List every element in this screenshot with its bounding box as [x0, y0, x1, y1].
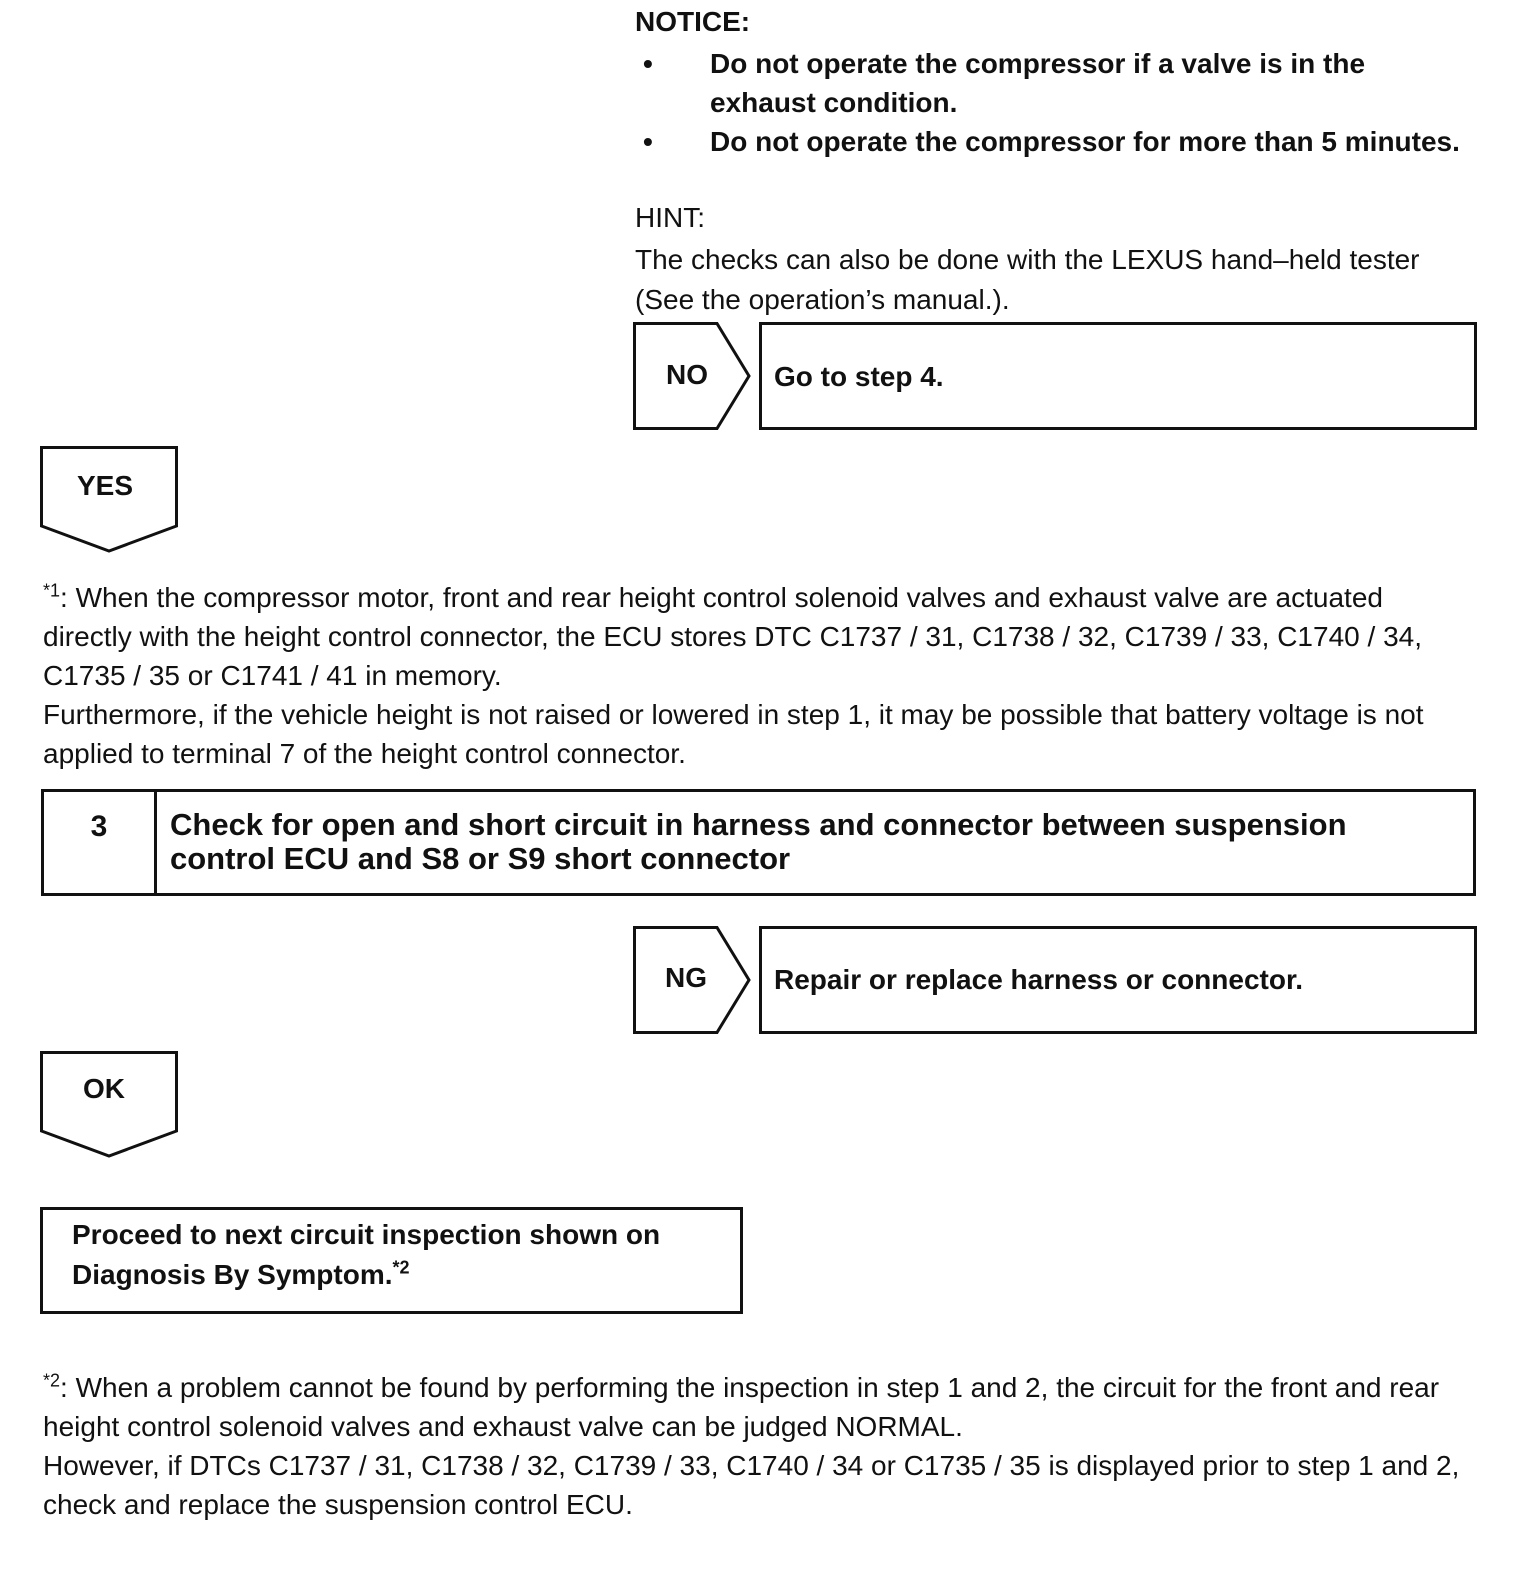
no-label: NO — [666, 359, 708, 390]
step-3-box — [41, 789, 1476, 896]
footnote-text: : When the compressor motor, front and rear height control solenoid valves and exhaust valve are actuated directly with the height control connector, the ECU stores DTC C1737 / 31, C1738 / 32, C1739 / 33, C1740 / 34, C1735 / 35 or C1741 / 41 in memory. — [43, 582, 1422, 691]
yes-branch-tag — [40, 446, 180, 554]
footnote-1 — [43, 578, 1478, 773]
footnote-marker: *1 — [43, 580, 61, 601]
proceed-box — [40, 1207, 743, 1314]
step-number: 3 — [44, 792, 157, 893]
go-to-step-text: Go to step 4. — [774, 361, 944, 392]
repair-box — [759, 926, 1477, 1034]
yes-label: YES — [77, 470, 134, 501]
bullet-icon: • — [643, 126, 653, 157]
step-title: Check for open and short circuit in harness and connector between suspension control ECU and S8 or S9 short connector — [170, 807, 1347, 876]
repair-text: Repair or replace harness or connector. — [774, 964, 1304, 995]
notice-item-text: Do not operate the compressor if a valve is in the exhaust condition. — [710, 48, 1366, 118]
bullet-icon: • — [643, 48, 653, 79]
footnote-text: : When a problem cannot be found by performing the inspection in step 1 and 2, the circuit for the front and rear height control solenoid valves and exhaust valve can be judged NORMAL. — [43, 1372, 1440, 1442]
ng-branch-tag — [633, 926, 753, 1034]
footnote-marker: *2 — [392, 1257, 410, 1278]
ng-label: NG — [665, 962, 707, 993]
hint-heading: HINT: — [635, 202, 705, 233]
notice-item-text: Do not operate the compressor for more than 5 minutes. — [710, 126, 1460, 157]
no-branch-tag — [633, 322, 753, 430]
footnote-text: Furthermore, if the vehicle height is not raised or lowered in step 1, it may be possible that battery voltage is not applied to terminal 7 of the height control connector. — [43, 699, 1424, 769]
notice-list — [635, 44, 1475, 161]
footnote-marker: *2 — [43, 1370, 61, 1391]
go-to-step-box — [759, 322, 1477, 430]
proceed-text-body: Proceed to next circuit inspection shown on Diagnosis By Symptom. — [72, 1219, 661, 1290]
down-arrow-tag-icon — [40, 1051, 180, 1159]
ok-branch-tag — [40, 1051, 180, 1159]
footnote-text: However, if DTCs C1737 / 31, C1738 / 32, C1739 / 33, C1740 / 34 or C1735 / 35 is displayed prior to step 1 and 2, check and replace the suspension control ECU. — [43, 1450, 1460, 1520]
notice-item — [635, 44, 1475, 122]
notice-item — [635, 122, 1475, 161]
hint-text: The checks can also be done with the LEXUS hand–held tester (See the operation’s manual.). — [635, 244, 1420, 315]
notice-heading: NOTICE: — [635, 6, 751, 37]
footnote-2 — [43, 1368, 1478, 1524]
proceed-text — [72, 1215, 732, 1295]
ok-label: OK — [83, 1073, 125, 1104]
